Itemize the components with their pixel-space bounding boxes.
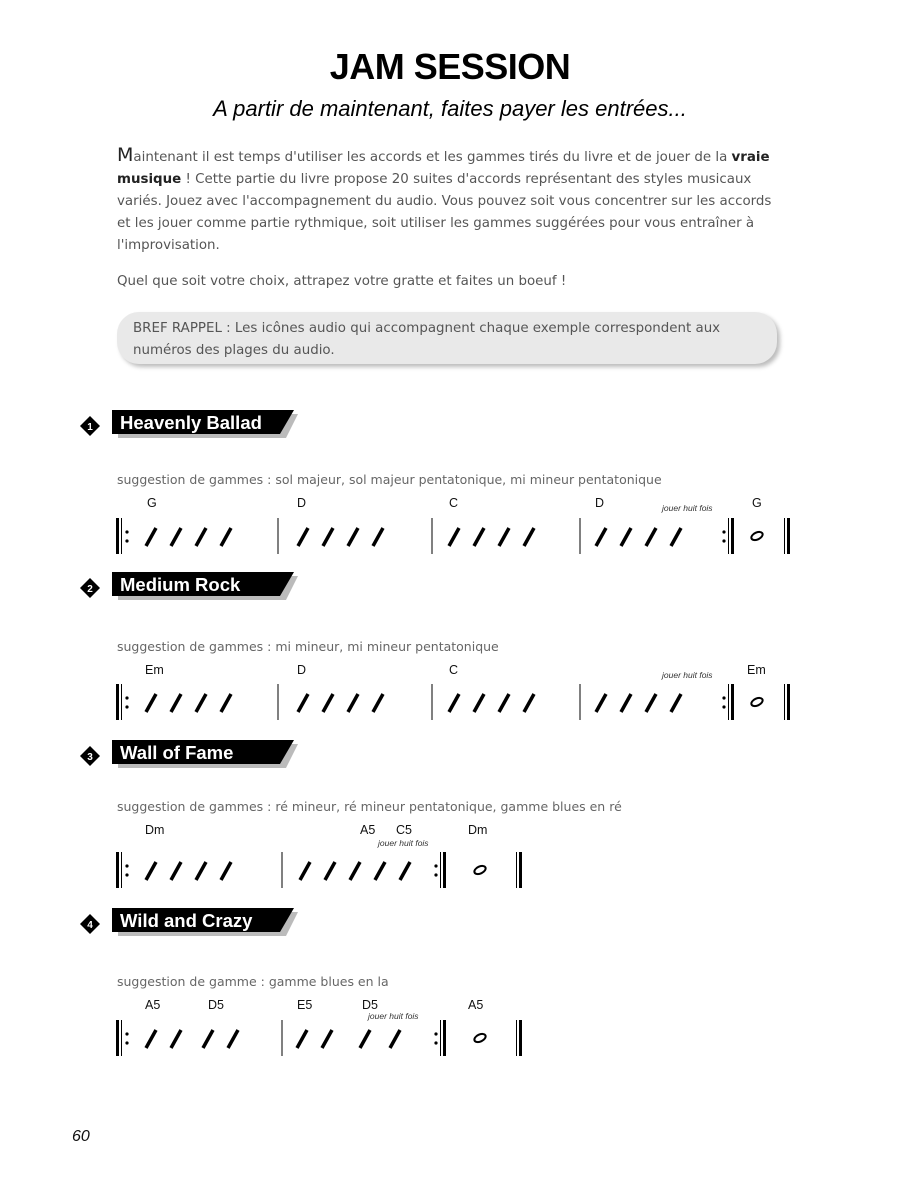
- intro-text-2: ! Cette partie du livre propose 20 suites d'accords représentant des styles musicaux variés. Jouez avec l'accompagnement du audio. Vous pouvez soit vous concentrer sur les accords et les jouer comme partie rythmique, soit utiliser les gammes suggérées pour vous entraîner à l'improvisation.: [117, 172, 772, 253]
- song-title: Wild and Crazy: [120, 910, 253, 931]
- repeat-instruction: jouer huit fois: [368, 1011, 419, 1021]
- song-title: Medium Rock: [120, 574, 241, 595]
- track-number-badge: [80, 578, 100, 598]
- song-section-3: [0, 740, 900, 900]
- chord-label: E5: [297, 998, 313, 1012]
- repeat-instruction: jouer huit fois: [662, 503, 713, 513]
- song-title: Heavenly Ballad: [120, 412, 262, 433]
- chord-label: Em: [747, 663, 766, 677]
- chord-label: G: [752, 496, 762, 510]
- song-section-2: [0, 572, 900, 732]
- chord-label: D: [297, 496, 307, 510]
- scale-suggestion: suggestion de gammes : ré mineur, ré mineur pentatonique, gamme blues en ré: [117, 799, 622, 814]
- chord-label: D: [595, 496, 605, 510]
- chord-label: C: [449, 496, 459, 510]
- chord-label: Em: [145, 663, 164, 677]
- chord-label: C5: [396, 823, 412, 837]
- intro-dropcap: M: [117, 144, 134, 166]
- chord-label: D: [297, 663, 307, 677]
- page-title: JAM SESSION: [329, 46, 571, 87]
- repeat-instruction: jouer huit fois: [378, 838, 429, 848]
- repeat-instruction: jouer huit fois: [662, 670, 713, 680]
- song-section-1: [0, 410, 900, 570]
- track-number-badge: [80, 914, 100, 934]
- rhythm-staff: [0, 680, 900, 724]
- rhythm-staff: [0, 1016, 900, 1060]
- chord-label: A5: [360, 823, 376, 837]
- chord-label: Dm: [145, 823, 165, 837]
- track-number: 2: [87, 584, 93, 595]
- chord-label: D5: [362, 998, 378, 1012]
- chord-label: Dm: [468, 823, 488, 837]
- song-section-4: [0, 908, 900, 1068]
- song-title: Wall of Fame: [120, 742, 234, 763]
- track-number: 1: [87, 422, 93, 433]
- intro-text-1: aintenant il est temps d'utiliser les accords et les gammes tirés du livre et de jouer de la: [133, 150, 732, 165]
- rhythm-staff: [0, 514, 900, 558]
- track-number-badge: [80, 746, 100, 766]
- track-number-badge: [80, 416, 100, 436]
- intro-choice: Quel que soit votre choix, attrapez votre gratte et faites un boeuf !: [117, 274, 567, 289]
- chord-label: A5: [145, 998, 161, 1012]
- scale-suggestion: suggestion de gamme : gamme blues en la: [117, 974, 389, 989]
- intro-bold: vraie musique: [117, 150, 770, 187]
- intro-paragraph: [117, 144, 785, 257]
- scale-suggestion: suggestion de gammes : mi mineur, mi mineur pentatonique: [117, 639, 499, 654]
- track-number: 3: [87, 752, 93, 763]
- page-number: 60: [72, 1128, 90, 1145]
- chord-label: D5: [208, 998, 224, 1012]
- page-subtitle: A partir de maintenant, faites payer les entrées...: [213, 96, 687, 121]
- track-number: 4: [87, 920, 93, 931]
- chord-label: A5: [468, 998, 484, 1012]
- chord-label: G: [147, 496, 157, 510]
- rhythm-staff: [0, 848, 900, 892]
- chord-label: C: [449, 663, 459, 677]
- reminder-text: BREF RAPPEL : Les icônes audio qui accompagnent chaque exemple correspondent aux numéros des plages du audio.: [133, 321, 721, 358]
- reminder-box: [117, 312, 777, 364]
- scale-suggestion: suggestion de gammes : sol majeur, sol majeur pentatonique, mi mineur pentatonique: [117, 472, 662, 487]
